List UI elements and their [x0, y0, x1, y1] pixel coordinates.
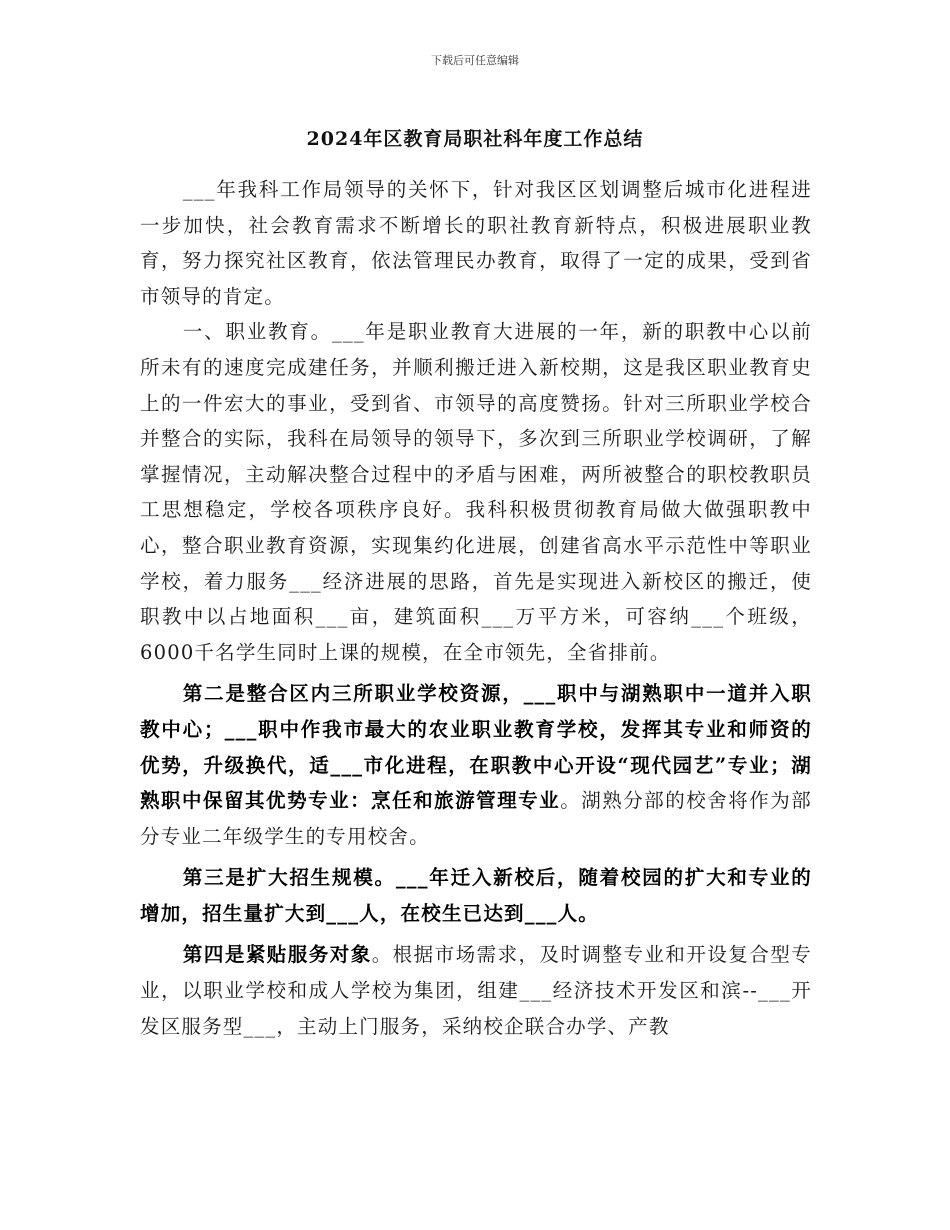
document-title: 2024年区教育局职社科年度工作总结: [306, 128, 644, 150]
header-note: 下载后可任意编辑: [431, 54, 519, 67]
document-body: [140, 172, 812, 1044]
paragraph-vocational-education: [140, 314, 812, 670]
paragraph-text: ___年我科工作局领导的关怀下，针对我区区划调整后城市化进程进一步加快，社会教育需求不断增长的职社教育新特点，积极进展职业教育，努力探究社区教育，依法管理民办教育，取得了一定的成果，受到省市领导的肯定。: [140, 178, 812, 308]
paragraph-text: 。根据市场需求，及时调整专业和开设复合型专业，以职业学校和成人学校为集团，组建___经济技术开发区和滨--___开发区服务型___，主动上门服务，采纳校企联合办学、产教: [140, 943, 812, 1038]
paragraph-fourth-point: [140, 937, 812, 1044]
paragraph-bold-lead: 第四是紧贴服务对象: [182, 943, 372, 967]
paragraph-second-point: [140, 676, 812, 854]
paragraph-third-point: [140, 860, 812, 931]
paragraph-intro: [140, 172, 812, 314]
paragraph-bold-lead: 第三是扩大招生规模。___年迁入新校后，随着校园的扩大和专业的增加，招生量扩大到___人，在校生已达到___人。: [140, 866, 812, 925]
paragraph-text: 一、职业教育。___年是职业教育大进展的一年，新的职教中心以前所未有的速度完成建任务，并顺利搬迁进入新校期，这是我区职业教育史上的一件宏大的事业，受到省、市领导的高度赞扬。针对三所职业学校合并整合的实际，我科在局领导的领导下，多次到三所职业学校调研，了解掌握情况，主动解决整合过程中的矛盾与困难，两所被整合的职校教职员工思想稳定，学校各项秩序良好。我科积极贯彻教育局做大做强职教中心，整合职业教育资源，实现集约化进展，创建省高水平示范性中等职业学校，着力服务___经济进展的思路，首先是实现进入新校区的搬迁，使职教中以占地面积___亩，建筑面积___万平方米，可容纳___个班级，6000千名学生同时上课的规模，在全市领先，全省排前。: [140, 320, 812, 664]
paragraph-text: 。湖熟分部的校舍将作为部分专业二年级学生的专用校舍。: [140, 789, 812, 848]
paragraph-bold-lead: 第二是整合区内三所职业学校资源，___职中与湖熟职中一道并入职教中心；___职中作我市最大的农业职业教育学校，发挥其专业和师资的优势，升级换代，适___市化进程，在职教中心开设“现代园艺”专业；湖熟职中保留其优势专业：烹任和旅游管理专业: [140, 682, 812, 813]
